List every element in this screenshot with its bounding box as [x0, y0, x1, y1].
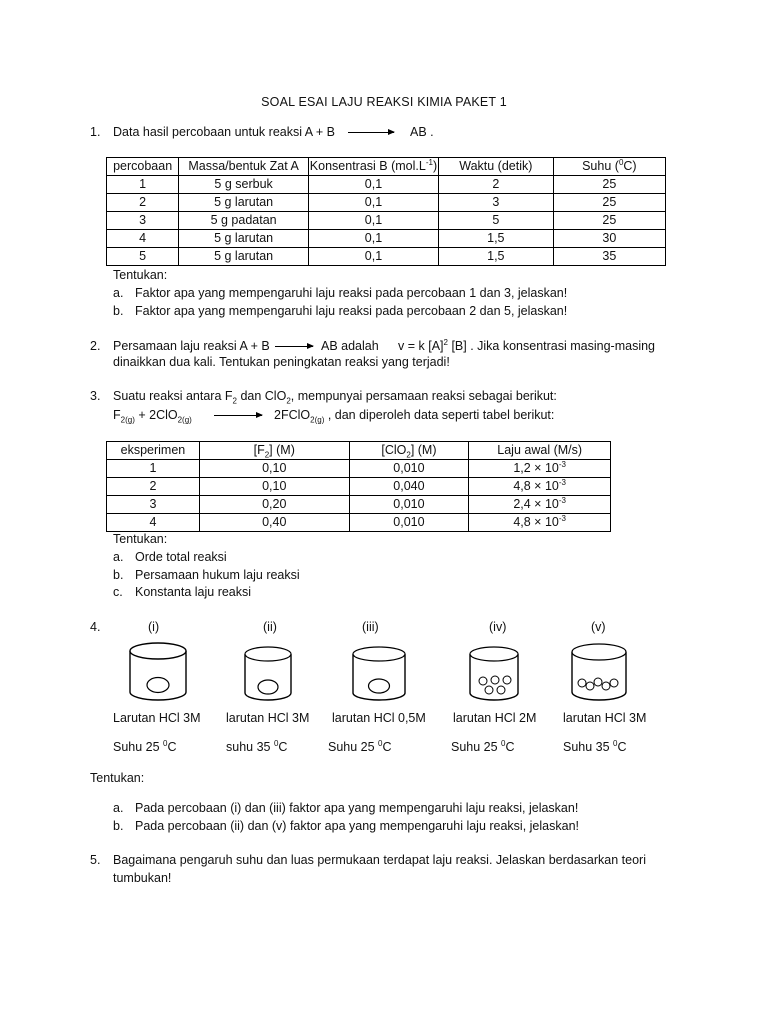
- table-header-row: [107, 442, 611, 460]
- table-cell: 0,1: [308, 230, 438, 248]
- q5-line2: tumbukan!: [113, 871, 172, 885]
- beaker-ii-icon: [243, 644, 293, 702]
- table-row: [107, 212, 666, 230]
- table-cell: $1,2 \times 10^{-3}$: [469, 460, 611, 478]
- beaker-iii-icon: [351, 644, 407, 702]
- beaker-label: (i): [148, 620, 160, 634]
- table-cell: 2: [107, 478, 200, 496]
- table-cell: 5 g larutan: [179, 194, 309, 212]
- table-cell: 0,010: [349, 460, 469, 478]
- beaker-v-icon: [570, 641, 628, 702]
- table-cell: 35: [553, 248, 665, 266]
- q3-equation-right: 2FClO$_{2(g)}$ , dan diperoleh data seperti tabel berikut:: [274, 408, 555, 425]
- table-cell: $2,4 \times 10^{-3}$: [469, 496, 611, 514]
- table-header: Massa/bentuk Zat A: [179, 158, 309, 176]
- table-row: [107, 194, 666, 212]
- q3-line1: Suatu reaksi antara $F_2$ dan ClO$_2$, mempunyai persamaan reaksi sebagai berikut:: [113, 389, 557, 406]
- q3-a-label: a.: [113, 550, 124, 564]
- q1-text: Data hasil percobaan untuk reaksi A + B: [113, 125, 336, 139]
- table-cell: 3: [438, 194, 553, 212]
- q1-number: 1.: [90, 125, 101, 139]
- beaker-label: (v): [591, 620, 606, 634]
- table-cell: $4,8 \times 10^{-3}$: [469, 514, 611, 532]
- beaker-caption: larutan HCl 3M: [563, 711, 647, 725]
- q1-a-label: a.: [113, 286, 124, 300]
- q1-table: [106, 157, 666, 266]
- q1-tentukan: Tentukan:: [113, 268, 168, 282]
- q1-b-label: b.: [113, 304, 124, 318]
- table-cell: 0,1: [308, 194, 438, 212]
- q3-equation-left: $F_{2(g)} + 2ClO_{2(g)}$: [113, 408, 192, 425]
- q3-table: [106, 441, 611, 532]
- beaker-temperature: Suhu 35 $^0$C: [563, 738, 627, 754]
- table-cell: 0,1: [308, 212, 438, 230]
- q2-rate-equation: v = k $[A]^2$ [B] . Jika konsentrasi masing-masing: [398, 337, 655, 353]
- table-header: eksperimen: [107, 442, 200, 460]
- table-cell: 5 g padatan: [179, 212, 309, 230]
- table-header: Laju awal (M/s): [469, 442, 611, 460]
- table-cell: 25: [553, 212, 665, 230]
- table-cell: 5: [107, 248, 179, 266]
- q2-text2: AB adalah: [321, 339, 379, 353]
- table-cell: 2: [107, 194, 179, 212]
- table-cell: $4,8 \times 10^{-3}$: [469, 478, 611, 496]
- q5-line1: Bagaimana pengaruh suhu dan luas permukaan terdapat laju reaksi. Jelaskan berdasarkan teori: [113, 853, 646, 867]
- q3-a-text: Orde total reaksi: [135, 550, 227, 564]
- q4-a-label: a.: [113, 801, 124, 815]
- table-row: [107, 230, 666, 248]
- beaker-caption: larutan HCl 2M: [453, 711, 537, 725]
- table-cell: 0,40: [199, 514, 349, 532]
- table-row: [107, 496, 611, 514]
- beaker-temperature: suhu 35 $^0$C: [226, 738, 288, 754]
- table-cell: 0,1: [308, 176, 438, 194]
- table-header: [ClO$_2$] (M): [349, 442, 469, 460]
- table-cell: 4: [107, 514, 200, 532]
- q3-b-label: b.: [113, 568, 124, 582]
- q4-number: 4.: [90, 620, 101, 634]
- table-cell: 3: [107, 212, 179, 230]
- table-row: [107, 514, 611, 532]
- beaker-caption: Larutan HCl 3M: [113, 711, 201, 725]
- table-cell: 25: [553, 194, 665, 212]
- table-header: $[F_2]$ (M): [199, 442, 349, 460]
- q4-b-text: Pada percobaan (ii) dan (v) faktor apa yang mempengaruhi laju reaksi, jelaskan!: [135, 819, 579, 833]
- beaker-caption: larutan HCl 3M: [226, 711, 310, 725]
- q4-a-text: Pada percobaan (i) dan (iii) faktor apa yang mempengaruhi laju reaksi, jelaskan!: [135, 801, 579, 815]
- q1-b-text: Faktor apa yang mempengaruhi laju reaksi pada percobaan 2 dan 5, jelaskan!: [135, 304, 568, 318]
- table-cell: 0,010: [349, 514, 469, 532]
- page-title: SOAL ESAI LAJU REAKSI KIMIA PAKET 1: [261, 95, 507, 109]
- beaker-label: (iv): [489, 620, 507, 634]
- q3-b-text: Persamaan hukum laju reaksi: [135, 568, 300, 582]
- reaction-arrow-icon: [275, 346, 313, 347]
- beaker-iv-icon: [468, 644, 520, 702]
- table-cell: 3: [107, 496, 200, 514]
- beaker-caption: larutan HCl 0,5M: [332, 711, 426, 725]
- table-row: [107, 478, 611, 496]
- table-cell: 4: [107, 230, 179, 248]
- table-cell: 1,5: [438, 230, 553, 248]
- q4-tentukan: Tentukan:: [90, 771, 145, 785]
- q3-tentukan: Tentukan:: [113, 532, 168, 546]
- table-header: Waktu (detik): [438, 158, 553, 176]
- q5-number: 5.: [90, 853, 101, 867]
- table-cell: 1: [107, 176, 179, 194]
- table-header: Konsentrasi B $(mol.L^{-1})$: [308, 158, 438, 176]
- table-header: percobaan: [107, 158, 179, 176]
- table-cell: 0,20: [199, 496, 349, 514]
- table-cell: 0,010: [349, 496, 469, 514]
- q2-text3: dinaikkan dua kali. Tentukan peningkatan reaksi yang terjadi!: [113, 355, 450, 369]
- table-cell: 5 g serbuk: [179, 176, 309, 194]
- reaction-arrow-icon: [348, 132, 394, 133]
- q2-text1: Persamaan laju reaksi A + B: [113, 339, 270, 353]
- table-row: [107, 248, 666, 266]
- beaker-temperature: Suhu 25 $^0$C: [328, 738, 392, 754]
- beaker-temperature: Suhu 25 $^0$C: [113, 738, 177, 754]
- table-cell: 0,10: [199, 478, 349, 496]
- table-cell: 5 g larutan: [179, 230, 309, 248]
- table-cell: 2: [438, 176, 553, 194]
- table-cell: 0,1: [308, 248, 438, 266]
- q3-c-label: c.: [113, 585, 123, 599]
- table-cell: 5: [438, 212, 553, 230]
- table-cell: 30: [553, 230, 665, 248]
- beaker-i-icon: [128, 640, 188, 702]
- q4-b-label: b.: [113, 819, 124, 833]
- table-cell: 0,040: [349, 478, 469, 496]
- beaker-label: (ii): [263, 620, 277, 634]
- table-cell: 0,10: [199, 460, 349, 478]
- reaction-arrow-icon: [214, 415, 262, 416]
- beaker-temperature: Suhu 25 $^0$C: [451, 738, 515, 754]
- table-cell: 1: [107, 460, 200, 478]
- q3-number: 3.: [90, 389, 101, 403]
- q3-c-text: Konstanta laju reaksi: [135, 585, 252, 599]
- q1-a-text: Faktor apa yang mempengaruhi laju reaksi pada percobaan 1 dan 3, jelaskan!: [135, 286, 568, 300]
- table-cell: 25: [553, 176, 665, 194]
- table-header: Suhu ($^0$C): [553, 158, 665, 176]
- table-row: [107, 176, 666, 194]
- beaker-label: (iii): [362, 620, 379, 634]
- table-row: [107, 460, 611, 478]
- table-cell: 1,5: [438, 248, 553, 266]
- table-header-row: [107, 158, 666, 176]
- table-cell: 5 g larutan: [179, 248, 309, 266]
- q2-number: 2.: [90, 339, 101, 353]
- q1-product: AB .: [410, 125, 434, 139]
